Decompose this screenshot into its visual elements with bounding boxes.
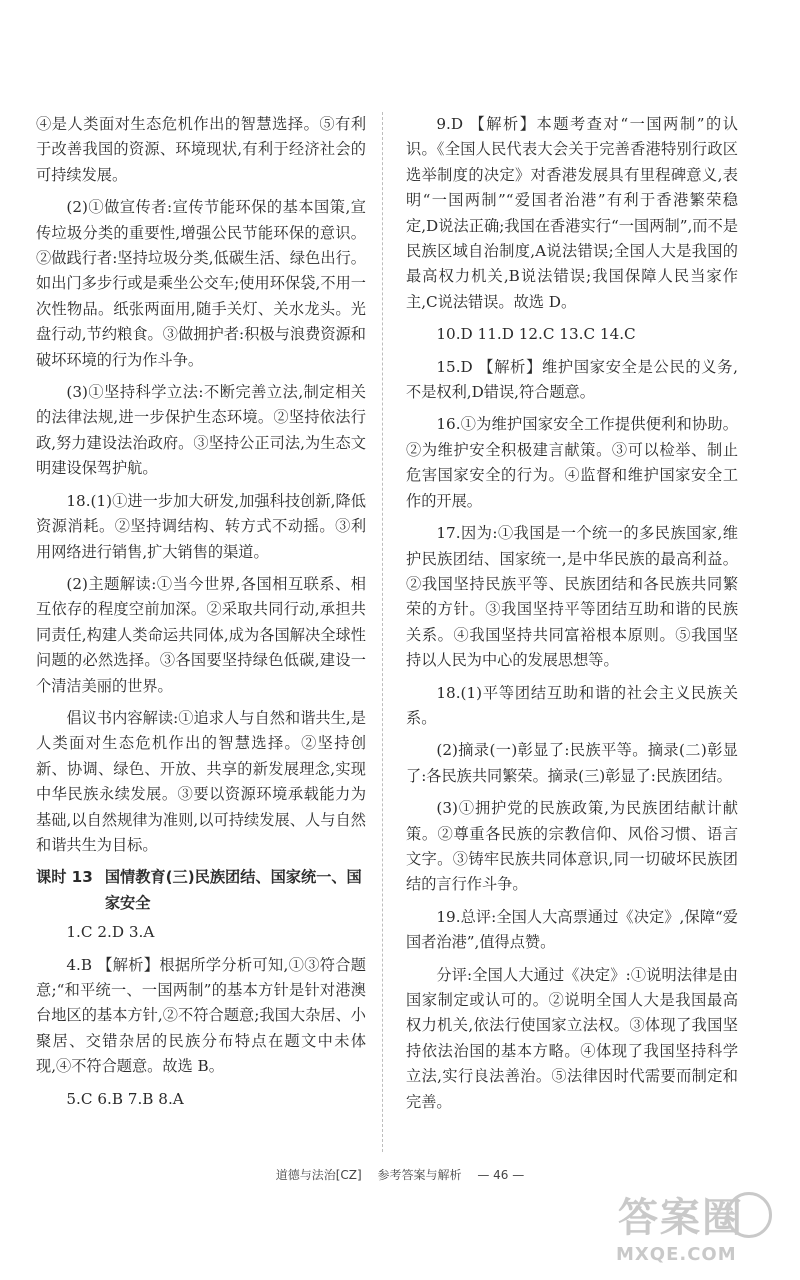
- lesson-answers-5-8: 5.C 6.B 7.B 8.A: [66, 1089, 184, 1108]
- lesson-answers-1-3: 1.C 2.D 3.A: [66, 923, 155, 942]
- right-paragraph-8: (3)①拥护党的民族政策,为民族团结献计献策。②尊重各民族的宗教信仰、风俗习惯、语言文字。③铸牢民族共同体意识,同一切破坏民族团结的言行作斗争。: [406, 799, 738, 894]
- right-paragraph-6: 18.(1)平等团结互助和谐的社会主义民族关系。: [406, 683, 738, 727]
- right-paragraph-1: 9.D 【解析】本题考查对“一国两制”的认识。《全国人民代表大会关于完善香港特别行政区选举制度的决定》对香港发展具有里程碑意义,表明“一国两制”“爱国者治港”有利于香港繁荣稳定,D说法正确;我国在香港实行“一国两制”,而不是民族区域自治制度,A说法错误;全国人大是我国的最高权力机关,B说法错误;我国保障人民当家作主,C说法错误。故选 D。: [406, 115, 738, 311]
- watermark-sub-text: MXQE.COM: [616, 1244, 737, 1265]
- right-column: [406, 112, 738, 1122]
- right-paragraph-5: 17.因为:①我国是一个统一的多民族国家,维护民族团结、国家统一,是中华民族的最高利益。②我国坚持民族平等、民族团结和各民族共同繁荣的方针。③我国坚持平等团结互助和谐的民族关系。④我国坚持共同富裕根本原则。⑤我国坚持以人民为中心的发展思想等。: [406, 524, 738, 670]
- lesson-heading: [36, 865, 366, 916]
- right-paragraph-4: 16.①为维护国家安全工作提供便利和协助。②为维护安全积极建言献策。③可以检举、制止危害国家安全的行为。④监督和维护国家安全工作的开展。: [406, 415, 738, 510]
- right-paragraph-3: 15.D 【解析】维护国家安全是公民的义务,不是权利,D错误,符合题意。: [406, 357, 738, 402]
- right-paragraph-7: (2)摘录(一)彰显了:民族平等。摘录(二)彰显了:各民族共同繁荣。摘录(三)彰显了:民族团结。: [406, 741, 738, 785]
- right-paragraph-10: 分评:全国人大通过《决定》:①说明法律是由国家制定或认可的。②说明全国人大是我国最高权力机关,依法行使国家立法权。③体现了我国坚持依法治国的基本方略。④体现了我国坚持科学立法,实行良法善治。⑤法律因时代需要而制定和完善。: [406, 965, 738, 1111]
- right-paragraph-2: 10.D 11.D 12.C 13.C 14.C: [436, 325, 636, 344]
- lesson-number: 课时 13: [36, 868, 93, 887]
- left-paragraph-5: (2)主题解读:①当今世界,各国相互联系、相互依存的程度空前加深。②采取共同行动,承担共同责任,构建人类命运共同体,成为各国解决全球性问题的必然选择。③各国要坚持绿色低碳,建设一个清洁美丽的世界。: [36, 574, 366, 695]
- watermark-logo: [612, 1186, 772, 1272]
- left-paragraph-4: 18.(1)①进一步加大研发,加强科技创新,降低资源消耗。②坚持调结构、转方式不动摇。③利用网络进行销售,扩大销售的渠道。: [36, 491, 366, 561]
- left-paragraph-6: 倡议书内容解读:①追求人与自然和谐共生,是人类面对生态危机作出的智慧选择。②坚持创新、协调、绿色、开放、共享的新发展理念,实现中华民族永续发展。③要以资源环境承载能力为基础,以自然规律为准则,以可持续发展、人与自然和谐共生为目标。: [36, 708, 366, 854]
- lesson-answer-4: 4.B 【解析】根据所学分析可知,①③符合题意;“和平统一、一国两制”的基本方针是针对港澳台地区的基本方针,②不符合题意;我国大杂居、小聚居、交错杂居的民族分布特点在题文中未体现,④不符合题意。故选 B。: [36, 955, 366, 1076]
- left-paragraph-1: ④是人类面对生态危机作出的智慧选择。⑤有利于改善我国的资源、环境现状,有利于经济社会的可持续发展。: [36, 115, 366, 184]
- left-column: [36, 112, 366, 1119]
- watermark-main-text: 答案圈: [618, 1195, 744, 1241]
- footer-section: 参考答案与解析: [377, 1168, 462, 1182]
- page-footer: [0, 1166, 800, 1183]
- footer-subject: 道德与法治[CZ]: [275, 1168, 362, 1182]
- lesson-title: 国情教育(三)民族团结、国家统一、国家安全: [104, 868, 362, 912]
- right-paragraph-9: 19.总评:全国人大高票通过《决定》,保障“爱国者治港”,值得点赞。: [406, 907, 738, 952]
- watermark-seal-icon: [726, 1192, 772, 1238]
- left-paragraph-2: (2)①做宣传者:宣传节能环保的基本国策,宣传垃圾分类的重要性,增强公民节能环保的意识。②做践行者:坚持垃圾分类,低碳生活、绿色出行。如出门多步行或是乘坐公交车;使用环保袋,不用一次性物品。纸张两面用,随手关灯、关水龙头。光盘行动,节约粮食。③做拥护者:积极与浪费资源和破坏环境的行为作斗争。: [36, 198, 366, 369]
- column-divider: [382, 112, 383, 1152]
- left-paragraph-3: (3)①坚持科学立法:不断完善立法,制定相关的法律法规,进一步保护生态环境。②坚持依法行政,努力建设法治政府。③坚持公正司法,为生态文明建设保驾护航。: [36, 383, 366, 478]
- footer-page-number: — 46 —: [477, 1168, 525, 1182]
